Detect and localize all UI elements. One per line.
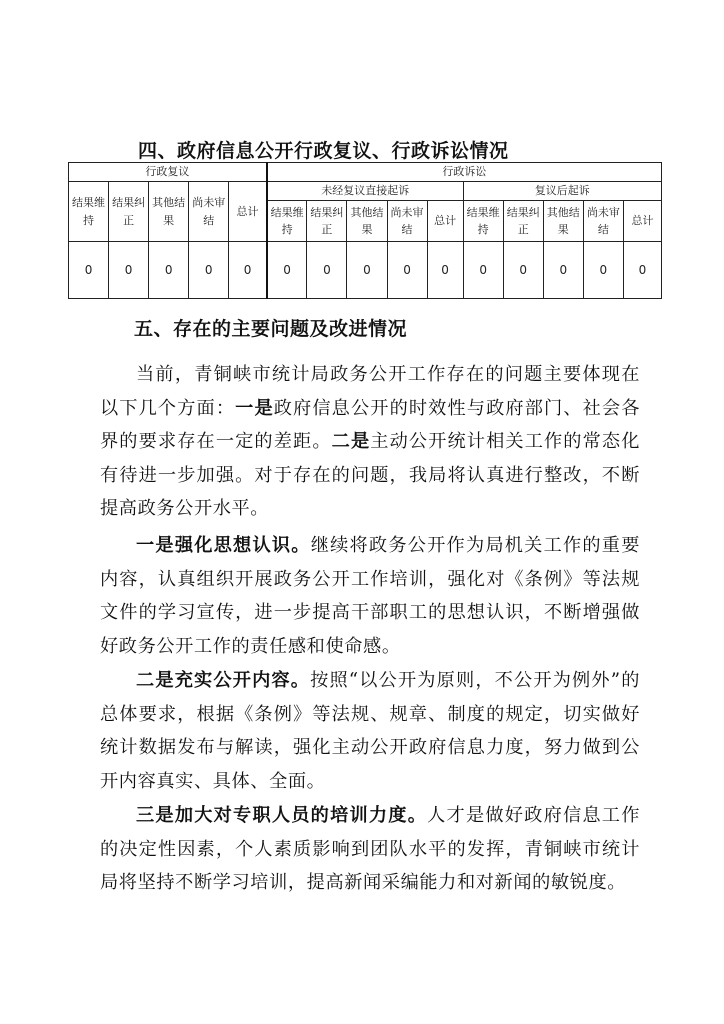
after-col-upheld: 结果维持	[463, 201, 503, 242]
table-value-cell: 0	[503, 242, 543, 299]
after-col-pending: 尚未审结	[583, 201, 623, 242]
improvement-1-lead: 一是强化思想认识。	[136, 535, 311, 557]
para1-text-b: 政府信息公开的时效性与政府部门、社会各界的要求存在一定的差距。	[100, 397, 641, 453]
table-value-cell: 0	[623, 242, 661, 299]
table-value-cell: 0	[149, 242, 189, 299]
section-5-heading: 五、存在的主要问题及改进情况	[134, 318, 408, 340]
para1-bold-first: 一是	[235, 397, 274, 419]
para1-bold-second: 二是	[331, 431, 371, 453]
table-value-cell: 0	[109, 242, 149, 299]
review-col-other: 其他结果	[149, 182, 189, 242]
admin-review-header: 行政复议	[69, 163, 267, 182]
after-col-other: 其他结果	[543, 201, 583, 242]
direct-col-total: 总计	[427, 201, 463, 242]
review-col-pending: 尚未审结	[189, 182, 229, 242]
table-value-cell: 0	[69, 242, 109, 299]
improvement-2-paragraph	[100, 664, 640, 798]
after-review-header: 复议后起诉	[463, 182, 661, 201]
table-value-cell: 0	[267, 242, 307, 299]
improvement-1-text: 继续将政务公开作为局机关工作的重要内容，认真组织开展政务公开工作培训，强化对《条例》等法规文件的学习宣传，进一步提高干部职工的思想认识，不断增强做好政务公开工作的责任感和使命感。	[100, 535, 641, 657]
table-value-cell: 0	[347, 242, 387, 299]
direct-suit-header: 未经复议直接起诉	[267, 182, 463, 201]
improvement-2-lead: 二是充实公开内容。	[136, 670, 311, 692]
improvement-3-paragraph	[100, 799, 640, 900]
table-value-cell: 0	[543, 242, 583, 299]
table-value-cell: 0	[387, 242, 427, 299]
direct-col-pending: 尚未审结	[387, 201, 427, 242]
improvement-3-text: 人才是做好政府信息工作的决定性因素，个人素质影响到团队水平的发挥，青铜峡市统计局将坚持不断学习培训，提高新闻采编能力和对新闻的敏锐度。	[100, 805, 640, 894]
review-col-corrected: 结果纠正	[109, 182, 149, 242]
table-value-cell: 0	[189, 242, 229, 299]
after-col-corrected: 结果纠正	[503, 201, 543, 242]
improvement-3-lead: 三是加大对专职人员的培训力度。	[136, 805, 428, 827]
section-4-heading: 四、政府信息公开行政复议、行政诉讼情况	[138, 140, 509, 162]
after-col-total: 总计	[623, 201, 661, 242]
direct-col-upheld: 结果维持	[267, 201, 307, 242]
table-value-cell: 0	[583, 242, 623, 299]
table-value-cell: 0	[229, 242, 267, 299]
improvement-2-text: 按照“以公开为原则，不公开为例外”的总体要求，根据《条例》等法规、规章、制度的规定，切实做好统计数据发布与解读，强化主动公开政府信息力度，努力做到公开内容真实、具体、全面。	[100, 670, 640, 792]
admin-litigation-header: 行政诉讼	[267, 163, 662, 182]
table-value-cell: 0	[307, 242, 347, 299]
direct-col-corrected: 结果纠正	[307, 201, 347, 242]
direct-col-other: 其他结果	[347, 201, 387, 242]
table-value-cell: 0	[427, 242, 463, 299]
para1-text-c: 主动公开统计相关工作的常态化有待进一步加强。对于存在的问题，我局将认真进行整改，不断提高政务公开水平。	[100, 431, 641, 520]
review-col-total: 总计	[229, 182, 267, 242]
improvement-1-paragraph	[100, 529, 640, 663]
review-col-upheld: 结果维持	[69, 182, 109, 242]
review-litigation-table	[68, 162, 662, 299]
table-value-cell: 0	[463, 242, 503, 299]
para1-text-a: 当前，青铜峡市统计局政务公开工作存在的问题主要体现在以下几个方面：	[100, 364, 640, 419]
problems-paragraph	[100, 358, 640, 526]
